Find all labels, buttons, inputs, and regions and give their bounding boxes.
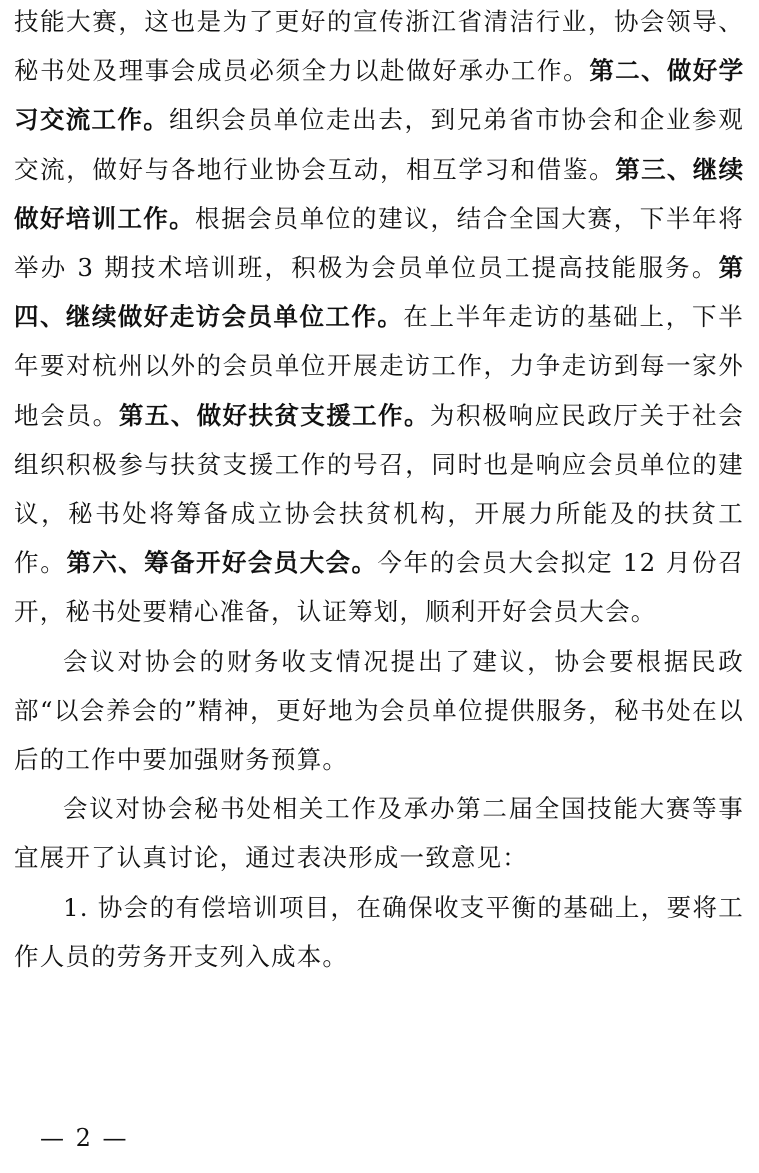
page-number: — 2 — (40, 1124, 129, 1152)
text-run: 1. 协会的有偿培训项目，在确保收支平衡的基础上，要将工作人员的劳务开支列入成本。 (14, 892, 744, 971)
paragraph-work-plan (14, 0, 744, 637)
bold-heading-fourth: 第四、继续做好走访会员单位工作。 (14, 253, 744, 332)
text-run: 技能大赛，这也是为了更好的宣传浙江省清洁行业，协会领导、秘书处及理事会成员必须全力以赴做好承办工作。 (14, 7, 744, 86)
bold-heading-third: 第三、继续做好培训工作。 (14, 154, 744, 233)
bold-heading-sixth: 第六、筹备开好会员大会。 (66, 548, 378, 578)
text-run: 今年的会员大会拟定 12 月份召开，秘书处要精心准备，认证筹划，顺利开好会员大会。 (14, 548, 744, 627)
paragraph-item-1 (14, 883, 744, 981)
text-run: 在上半年走访的基础上，下半年要对杭州以外的会员单位开展走访工作，力争走访到每一家外地会员。 (14, 302, 744, 430)
paragraph-discussion (14, 784, 744, 882)
paragraph-finance (14, 637, 744, 785)
text-run: 组织会员单位走出去，到兄弟省市协会和企业参观交流，做好与各地行业协会互动，相互学习和借鉴。 (14, 105, 744, 184)
text-run: 根据会员单位的建议，结合全国大赛，下半年将举办 3 期技术培训班，积极为会员单位员工提高技能服务。 (14, 203, 744, 283)
document-page (14, 0, 744, 981)
bold-heading-second: 第二、做好学习交流工作。 (14, 56, 744, 135)
text-run: 会议对协会秘书处相关工作及承办第二届全国技能大赛等事宜展开了认真讨论，通过表决形成一致意见： (14, 794, 744, 873)
bold-heading-fifth: 第五、做好扶贫支援工作。 (118, 400, 430, 430)
text-run: 为积极响应民政厅关于社会组织积极参与扶贫支援工作的号召，同时也是响应会员单位的建议，秘书处将筹备成立协会扶贫机构，开展力所能及的扶贫工作。 (14, 400, 744, 578)
text-run: 会议对协会的财务收支情况提出了建议，协会要根据民政部“以会养会的”精神，更好地为会员单位提供服务，秘书处在以后的工作中要加强财务预算。 (14, 646, 744, 775)
